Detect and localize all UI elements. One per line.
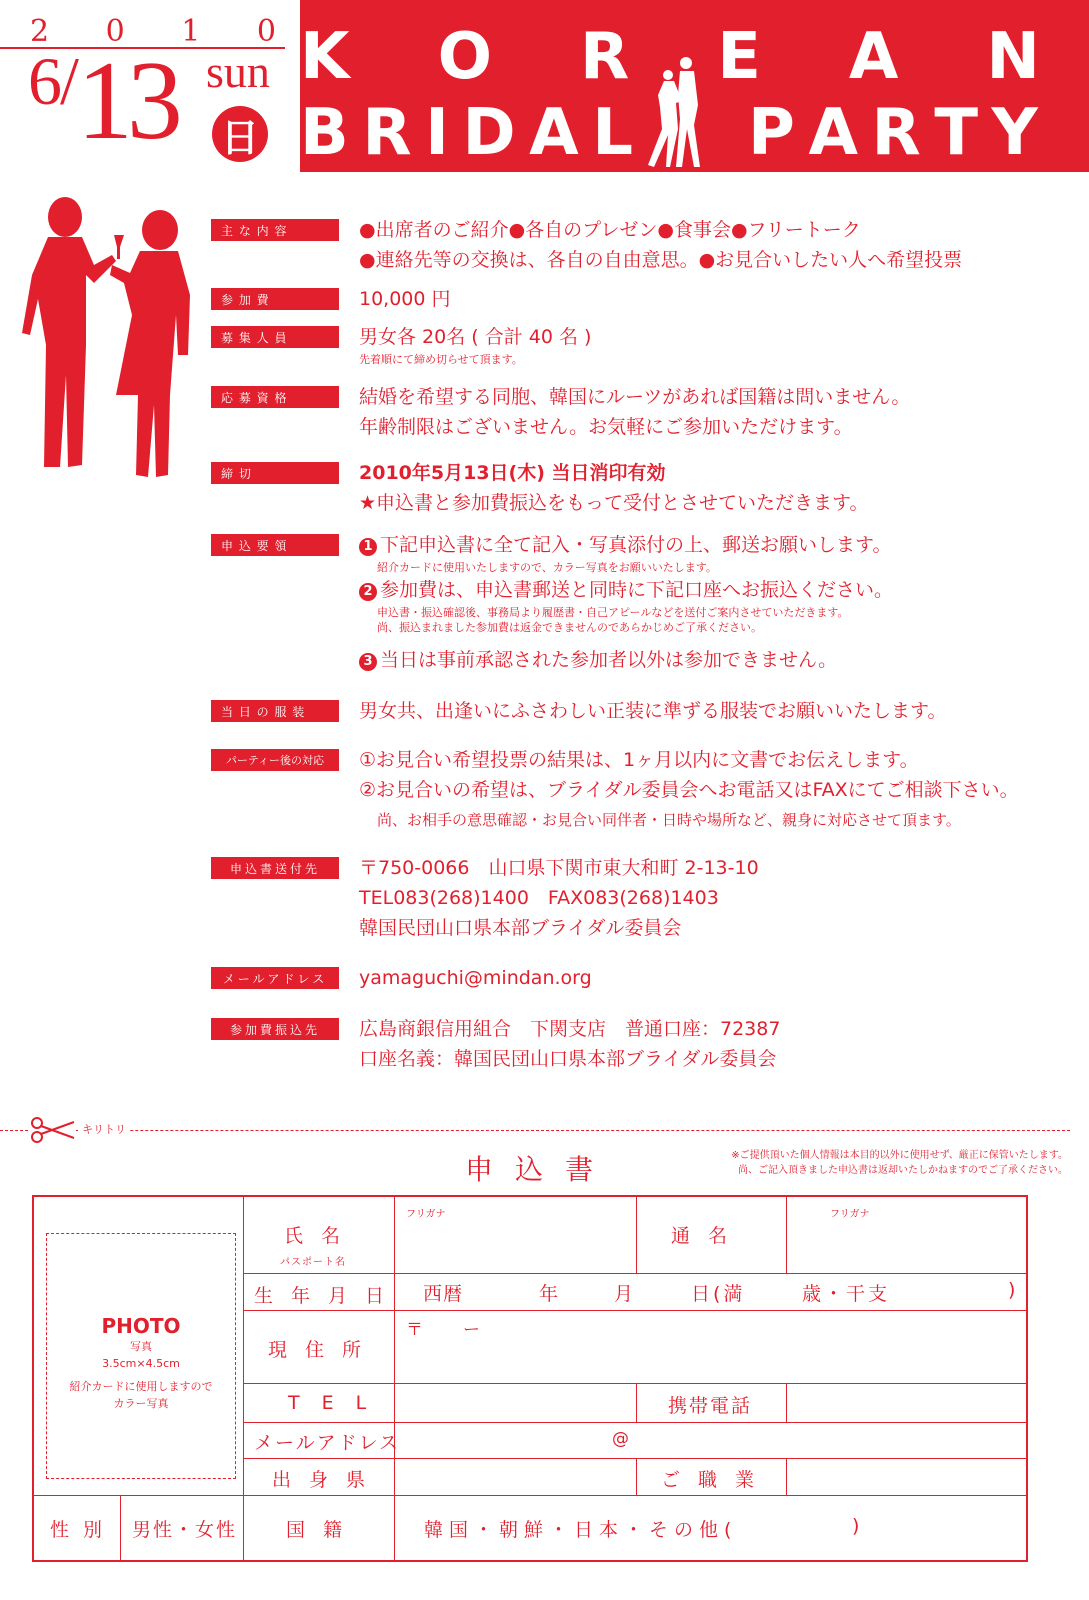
- row-email: [211, 963, 1071, 993]
- address-organization: 韓国民団山口県本部ブライダル委員会: [359, 917, 682, 939]
- year-digit: 0: [105, 14, 129, 49]
- furigana-label: フリガナ: [830, 1209, 870, 1220]
- nationality-label: 国籍: [286, 1519, 361, 1541]
- gender-options[interactable]: 男性・女性: [132, 1519, 238, 1541]
- name-label: 氏名: [284, 1225, 359, 1247]
- label-capacity: 募 集 人 員: [211, 326, 339, 348]
- photo-size: 3.5cm×4.5cm: [102, 1357, 180, 1370]
- email-at-mark: @: [612, 1429, 629, 1449]
- value-capacity: [359, 322, 591, 367]
- procedure-step-2: [359, 575, 893, 605]
- capacity-value: 男女各 20名 ( 合計 40 名 ): [359, 326, 592, 348]
- address-field[interactable]: [396, 1312, 1026, 1382]
- step-number-badge: 3: [359, 653, 377, 671]
- weekday-jp-badge: 日: [212, 106, 268, 162]
- mobile-label: 携帯電話: [668, 1395, 753, 1417]
- deadline-date: 2010年5月13日(木) 当日消印有効: [359, 462, 666, 484]
- event-day: 13: [76, 39, 177, 163]
- value-fee: 10,000 円: [359, 288, 451, 310]
- prefecture-field[interactable]: [396, 1460, 634, 1494]
- value-after-party: [359, 745, 1019, 835]
- header: [0, 0, 1089, 178]
- title-letter: I: [425, 96, 451, 170]
- prefecture-label: 出身県: [272, 1469, 384, 1491]
- after-party-line: ①お見合い希望投票の結果は、1ヶ月以内に文書でお伝えします。: [359, 749, 919, 771]
- title-letter: R: [579, 20, 630, 94]
- procedure-step-3: [359, 645, 893, 675]
- row-send-address: [211, 853, 1071, 943]
- photo-box[interactable]: [46, 1233, 236, 1479]
- birth-age-unit: 歳・干支: [802, 1283, 891, 1305]
- scissors-icon: [30, 1116, 76, 1144]
- label-fee: 参 加 費: [211, 288, 339, 310]
- nationality-options[interactable]: 韓国・朝鮮・日本・その他(: [424, 1519, 738, 1541]
- title-letter: R: [362, 96, 414, 170]
- eligibility-line: 年齢制限はございません。お気軽にご参加いただけます。: [359, 416, 853, 438]
- month-day: [28, 39, 177, 163]
- couple-silhouette-icon: [640, 55, 720, 171]
- couple-toast-silhouette-icon: [20, 195, 200, 485]
- name-field[interactable]: [396, 1219, 634, 1269]
- bank-account: 広島商銀信用組合 下関支店 普通口座：72387: [359, 1018, 781, 1040]
- value-bank: [359, 1014, 780, 1074]
- cut-label: キリトリ: [78, 1121, 130, 1137]
- form-title: 申込書: [465, 1153, 616, 1186]
- title-letter: E: [717, 20, 761, 94]
- step-note: 申込書・振込確認後、事務局より履歴書・自己アピールなどを送付ご案内させていただきます。: [377, 606, 849, 619]
- deadline-note: ★申込書と参加費振込をもって受付とさせていただきます。: [359, 492, 869, 514]
- value-send-address: [359, 853, 759, 943]
- grid-line: [786, 1383, 787, 1422]
- grid-line: [636, 1197, 637, 1273]
- row-dress: [211, 696, 1071, 726]
- grid-line: [786, 1197, 787, 1273]
- label-bank: 参加費振込先: [211, 1018, 339, 1040]
- bank-account-holder: 口座名義：韓国民団山口県本部ブライダル委員会: [359, 1048, 777, 1070]
- occupation-label: ご職業: [661, 1469, 773, 1491]
- row-bank: [211, 1014, 1071, 1074]
- alias-field[interactable]: [788, 1219, 1026, 1269]
- value-eligibility: [359, 382, 910, 442]
- value-dress: 男女共、出逢いにふさわしい正装に準ずる服装でお願いいたします。: [359, 700, 947, 722]
- privacy-note: [648, 1148, 1068, 1178]
- year-digit: 1: [181, 14, 205, 49]
- year-digit: 0: [256, 14, 280, 49]
- grid-line: [243, 1197, 244, 1560]
- nationality-close: ): [852, 1515, 860, 1537]
- grid-line: [244, 1273, 1028, 1274]
- address-label: 現住所: [268, 1339, 380, 1361]
- alias-label: 通名: [671, 1225, 746, 1247]
- content-line: ●連絡先等の交換は、各自の自由意思。●お見合いしたい人へ希望投票: [359, 249, 963, 271]
- grid-line: [244, 1458, 1028, 1459]
- year-digit: 2: [30, 14, 54, 49]
- title-letter: O: [437, 20, 492, 94]
- value-content: [359, 215, 962, 275]
- procedure-step-1: [359, 530, 893, 560]
- grid-line: [244, 1383, 1028, 1384]
- step-text: 当日は事前承認された参加者以外は参加できません。: [380, 649, 838, 671]
- email-field[interactable]: [396, 1424, 1026, 1457]
- email-link[interactable]: yamaguchi@mindan.org: [359, 967, 592, 989]
- title-letter: L: [592, 96, 635, 170]
- birth-day-unit: 日(満: [691, 1283, 746, 1305]
- step-note: 紹介カードに使用いたしますので、カラー写真をお願いいたします。: [377, 561, 717, 574]
- title-letter: K: [300, 20, 350, 94]
- eligibility-line: 結婚を希望する同胞、韓国にルーツがあれば国籍は問いません。: [359, 386, 911, 408]
- grid-line: [636, 1458, 637, 1495]
- capacity-note: 先着順にて締め切らせて頂ます。: [359, 353, 523, 366]
- grid-line: [394, 1197, 395, 1560]
- birth-era: 西暦: [423, 1283, 464, 1305]
- title-letter: P: [748, 96, 797, 170]
- title-letter: D: [462, 96, 518, 170]
- address-phone-fax: TEL083(268)1400 FAX083(268)1403: [359, 887, 719, 909]
- weekday-en: sun: [206, 46, 270, 97]
- title-letter: A: [848, 20, 899, 94]
- privacy-line: ※ご提供頂いた個人情報は本目的以外に使用せず、厳正に保管いたします。: [731, 1150, 1068, 1161]
- grid-line: [636, 1383, 637, 1422]
- content-line: ●出席者のご紹介●各自のプレゼン●食事会●フリートーク: [359, 219, 861, 241]
- label-procedure: 申 込 要 領: [211, 534, 339, 556]
- photo-note: カラー写真: [113, 1397, 169, 1410]
- title-letter: A: [808, 96, 860, 170]
- after-party-note: 尚、お相手の意思確認・お見合い同伴者・日時や場所など、親身に対応させて頂ます。: [377, 811, 961, 829]
- occupation-field[interactable]: [788, 1460, 1026, 1494]
- grid-line: [786, 1458, 787, 1495]
- tel-label: TEL: [288, 1392, 389, 1414]
- event-date: [0, 0, 300, 172]
- row-procedure: [211, 530, 1071, 675]
- title-letter: T: [934, 96, 980, 170]
- title-letter: A: [529, 96, 581, 170]
- furigana-label: フリガナ: [406, 1209, 446, 1220]
- grid-line: [244, 1310, 1028, 1311]
- step-text: 下記申込書に全て記入・写真添付の上、郵送お願いします。: [380, 534, 892, 556]
- label-after-party: パーティー後の対応: [211, 749, 339, 771]
- title-letter: Y: [991, 96, 1040, 170]
- grid-line: [244, 1422, 1028, 1423]
- birth-year-unit: 年: [539, 1283, 560, 1305]
- mobile-field[interactable]: [788, 1385, 1026, 1421]
- application-form: [32, 1195, 1028, 1562]
- step-text: 参加費は、申込書郵送と同時に下記口座へお振込ください。: [380, 579, 894, 601]
- label-deadline: 締 切: [211, 462, 339, 484]
- row-capacity: [211, 322, 1071, 367]
- privacy-line: 尚、ご記入頂きました申込書は返却いたしかねますのでご了承ください。: [738, 1165, 1068, 1176]
- title-letter: N: [986, 20, 1040, 94]
- grid-line: [34, 1495, 1028, 1496]
- row-fee: [211, 284, 1071, 314]
- email-label: メールアドレス: [254, 1432, 401, 1454]
- birth-label: 生年月日: [254, 1285, 403, 1307]
- birth-close: ): [1008, 1279, 1016, 1301]
- row-after-party: [211, 745, 1071, 835]
- step-number-badge: 2: [359, 583, 377, 601]
- value-procedure: [359, 530, 893, 675]
- after-party-line: ②お見合いの希望は、ブライダル委員会へお電話又はFAXにてご相談下さい。: [359, 779, 1019, 801]
- address-line: 〒750-0066 山口県下関市東大和町 2-13-10: [359, 857, 759, 879]
- birth-month-unit: 月: [614, 1283, 635, 1305]
- photo-sub: 写真: [130, 1340, 152, 1353]
- tel-field[interactable]: [396, 1385, 634, 1421]
- label-content: 主 な 内 容: [211, 219, 339, 241]
- photo-title: PHOTO: [101, 1314, 181, 1338]
- dashed-line: [0, 1130, 1070, 1131]
- label-send-address: 申込書送付先: [211, 857, 339, 879]
- label-dress: 当 日 の 服 装: [211, 700, 339, 722]
- value-deadline: [359, 458, 869, 518]
- title-letter: B: [300, 96, 351, 170]
- row-content: [211, 215, 1071, 275]
- row-deadline: [211, 458, 1071, 518]
- step-note: 尚、振込まれました参加費は返金できませんのであらかじめご了承ください。: [377, 621, 762, 634]
- label-eligibility: 応 募 資 格: [211, 386, 339, 408]
- label-email: メールアドレス: [211, 967, 339, 989]
- name-sub-label: パスポート名: [280, 1257, 346, 1268]
- postal-code-mark: 〒 ー: [406, 1320, 482, 1340]
- gender-label: 性別: [50, 1519, 117, 1541]
- title-letter: R: [871, 96, 923, 170]
- event-month: 6/: [28, 43, 77, 119]
- grid-line: [120, 1495, 121, 1560]
- photo-note: 紹介カードに使用しますので: [69, 1380, 213, 1393]
- step-number-badge: 1: [359, 538, 377, 556]
- row-eligibility: [211, 382, 1071, 442]
